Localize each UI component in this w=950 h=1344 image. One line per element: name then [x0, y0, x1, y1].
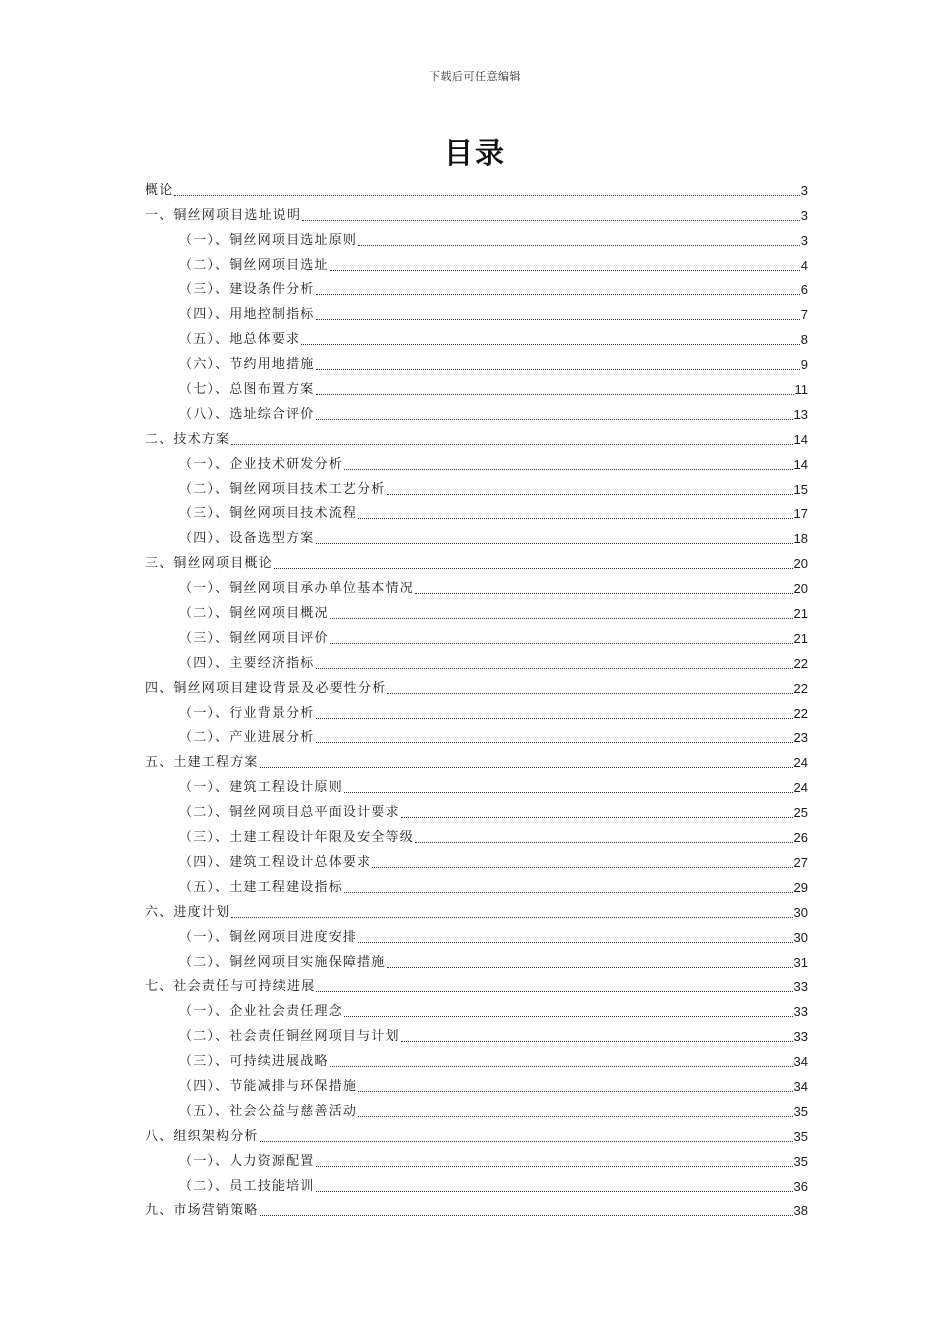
toc-entry[interactable]	[145, 698, 808, 723]
dot-leader	[387, 967, 793, 968]
dot-leader	[401, 817, 793, 818]
toc-entry-page-number: 38	[793, 1203, 808, 1219]
dot-leader	[316, 319, 800, 320]
toc-entry-page-number: 35	[793, 1153, 808, 1169]
toc-entry-page-number: 13	[793, 406, 808, 422]
dot-leader	[330, 1066, 793, 1067]
toc-entry-page-number: 14	[793, 431, 808, 447]
toc-entry-page-number: 30	[793, 929, 808, 945]
toc-entry[interactable]	[145, 1196, 808, 1221]
dot-leader	[415, 842, 793, 843]
toc-entry[interactable]	[145, 399, 808, 424]
dot-leader	[330, 643, 793, 644]
toc-entry-page-number: 6	[800, 282, 808, 298]
toc-entry-label: （三）、建设条件分析	[179, 282, 315, 298]
toc-entry-page-number: 25	[793, 805, 808, 821]
toc-entry-label: （五）、土建工程建设指标	[179, 879, 343, 895]
toc-entry-page-number: 30	[793, 904, 808, 920]
toc-entry-label: （五）、社会公益与慈善活动	[179, 1103, 358, 1119]
toc-entry-label: 二、技术方案	[145, 431, 231, 447]
toc-entry-label: （三）、铜丝网项目评价	[179, 630, 329, 646]
toc-entry-page-number: 21	[793, 606, 808, 622]
toc-entry-label: 八、组织架构分析	[145, 1128, 259, 1144]
toc-entry-label: （二）、铜丝网项目概况	[179, 606, 329, 622]
toc-entry-page-number: 31	[793, 954, 808, 970]
toc-entry-label: （四）、主要经济指标	[179, 655, 315, 671]
toc-entry-label: （四）、节能减排与环保措施	[179, 1078, 358, 1094]
dot-leader	[260, 1215, 793, 1216]
dot-leader	[301, 344, 799, 345]
toc-entry[interactable]	[145, 648, 808, 673]
toc-entry-page-number: 20	[793, 556, 808, 572]
toc-entry-label: 七、社会责任与可持续进展	[145, 979, 316, 995]
dot-leader	[302, 220, 800, 221]
toc-entry[interactable]	[145, 922, 808, 947]
header-note: 下载后可任意编辑	[429, 70, 521, 83]
toc-entry-label: （二）、员工技能培训	[179, 1178, 315, 1194]
toc-entry-label: （二）、铜丝网项目技术工艺分析	[179, 481, 386, 497]
toc-entry-label: （三）、可持续进展战略	[179, 1054, 329, 1070]
table-of-contents	[145, 175, 808, 1220]
toc-entry[interactable]	[145, 275, 808, 300]
toc-entry-page-number: 23	[793, 730, 808, 746]
toc-entry-page-number: 4	[800, 257, 808, 273]
toc-entry-page-number: 36	[793, 1178, 808, 1194]
toc-entry-label: （三）、土建工程设计年限及安全等级	[179, 830, 414, 846]
toc-entry-page-number: 22	[793, 655, 808, 671]
toc-entry-page-number: 34	[793, 1078, 808, 1094]
toc-entry-label: （四）、设备选型方案	[179, 531, 315, 547]
toc-entry-label: （四）、用地控制指标	[179, 307, 315, 323]
toc-entry-page-number: 8	[800, 332, 808, 348]
toc-entry[interactable]	[145, 523, 808, 548]
toc-entry[interactable]	[145, 797, 808, 822]
toc-entry-page-number: 14	[793, 456, 808, 472]
toc-entry[interactable]	[145, 947, 808, 972]
toc-entry-page-number: 22	[793, 680, 808, 696]
toc-entry-label: （六）、节约用地措施	[179, 357, 315, 373]
toc-entry[interactable]	[145, 499, 808, 524]
toc-entry[interactable]	[145, 872, 808, 897]
toc-entry[interactable]	[145, 424, 808, 449]
dot-leader	[316, 394, 794, 395]
dot-leader	[387, 693, 792, 694]
toc-entry[interactable]	[145, 548, 808, 573]
toc-entry-label: （一）、企业社会责任理念	[179, 1004, 343, 1020]
toc-entry-label: （一）、铜丝网项目承办单位基本情况	[179, 581, 414, 597]
toc-entry-label: 概论	[145, 182, 174, 198]
toc-entry[interactable]	[145, 1121, 808, 1146]
dot-leader	[372, 867, 792, 868]
toc-entry[interactable]	[145, 723, 808, 748]
toc-entry-label: （一）、人力资源配置	[179, 1153, 315, 1169]
toc-entry[interactable]	[145, 324, 808, 349]
toc-entry-page-number: 24	[793, 780, 808, 796]
dot-leader	[260, 767, 793, 768]
dot-leader	[344, 469, 793, 470]
toc-entry-label: （四）、建筑工程设计总体要求	[179, 854, 372, 870]
toc-entry-page-number: 3	[800, 207, 808, 223]
dot-leader	[316, 742, 793, 743]
toc-entry-page-number: 24	[793, 755, 808, 771]
toc-entry[interactable]	[145, 1021, 808, 1046]
dot-leader	[316, 718, 793, 719]
dot-leader	[316, 991, 792, 992]
toc-entry-label: （五）、地总体要求	[179, 332, 301, 348]
toc-entry-page-number: 33	[793, 1004, 808, 1020]
dot-leader	[316, 294, 800, 295]
toc-entry-label: 六、进度计划	[145, 904, 231, 920]
toc-entry-page-number: 21	[793, 630, 808, 646]
toc-entry-page-number: 29	[793, 879, 808, 895]
toc-entry-label: （一）、行业背景分析	[179, 705, 315, 721]
toc-entry-page-number: 27	[793, 854, 808, 870]
toc-entry[interactable]	[145, 822, 808, 847]
toc-entry-page-number: 18	[793, 531, 808, 547]
toc-entry[interactable]	[145, 200, 808, 225]
toc-entry-label: 一、铜丝网项目选址说明	[145, 207, 302, 223]
dot-leader	[316, 1191, 793, 1192]
toc-entry-page-number: 3	[800, 232, 808, 248]
toc-entry[interactable]	[145, 972, 808, 997]
toc-entry-label: 九、市场营销策略	[145, 1203, 259, 1219]
toc-entry-page-number: 3	[800, 182, 808, 198]
dot-leader	[330, 618, 793, 619]
toc-entry-label: 五、土建工程方案	[145, 755, 259, 771]
toc-entry[interactable]	[145, 847, 808, 872]
dot-leader	[344, 892, 793, 893]
toc-entry[interactable]	[145, 250, 808, 275]
toc-entry[interactable]	[145, 897, 808, 922]
toc-entry-label: （二）、社会责任铜丝网项目与计划	[179, 1029, 400, 1045]
toc-entry[interactable]	[145, 349, 808, 374]
dot-leader	[358, 942, 792, 943]
dot-leader	[358, 1116, 792, 1117]
toc-entry[interactable]	[145, 1071, 808, 1096]
toc-entry-label: （二）、铜丝网项目选址	[179, 257, 329, 273]
toc-entry[interactable]	[145, 598, 808, 623]
toc-entry-label: （三）、铜丝网项目技术流程	[179, 506, 358, 522]
dot-leader	[316, 668, 793, 669]
toc-entry-page-number: 34	[793, 1054, 808, 1070]
toc-entry-label: （一）、铜丝网项目进度安排	[179, 929, 358, 945]
toc-entry[interactable]	[145, 449, 808, 474]
dot-leader	[231, 917, 792, 918]
toc-entry-page-number: 9	[800, 357, 808, 373]
toc-entry-page-number: 11	[794, 382, 808, 398]
toc-entry-page-number: 22	[793, 705, 808, 721]
page-title: 目录	[443, 136, 506, 170]
toc-entry-page-number: 15	[793, 481, 808, 497]
toc-entry-label: （一）、铜丝网项目选址原则	[179, 232, 358, 248]
dot-leader	[387, 494, 793, 495]
toc-entry[interactable]	[145, 299, 808, 324]
dot-leader	[401, 1041, 793, 1042]
toc-entry-label: （七）、总图布置方案	[179, 382, 315, 398]
dot-leader	[316, 419, 793, 420]
dot-leader	[330, 270, 800, 271]
toc-entry-label: （一）、企业技术研发分析	[179, 456, 343, 472]
toc-entry-page-number: 26	[793, 830, 808, 846]
toc-entry-label: 三、铜丝网项目概论	[145, 556, 273, 572]
toc-entry-page-number: 17	[793, 506, 808, 522]
dot-leader	[358, 1091, 792, 1092]
toc-entry[interactable]	[145, 225, 808, 250]
dot-leader	[231, 444, 792, 445]
toc-entry-page-number: 20	[793, 581, 808, 597]
toc-entry[interactable]	[145, 1096, 808, 1121]
toc-entry[interactable]	[145, 1171, 808, 1196]
toc-entry[interactable]	[145, 1046, 808, 1071]
toc-entry[interactable]	[145, 1146, 808, 1171]
toc-entry-label: （一）、建筑工程设计原则	[179, 780, 343, 796]
toc-entry[interactable]	[145, 772, 808, 797]
toc-entry-label: （二）、产业进展分析	[179, 730, 315, 746]
toc-entry-page-number: 35	[793, 1128, 808, 1144]
dot-leader	[358, 245, 800, 246]
toc-entry[interactable]	[145, 573, 808, 598]
dot-leader	[344, 792, 793, 793]
dot-leader	[174, 195, 799, 196]
dot-leader	[260, 1141, 793, 1142]
toc-entry[interactable]	[145, 673, 808, 698]
toc-entry-label: （二）、铜丝网项目实施保障措施	[179, 954, 386, 970]
toc-entry-page-number: 33	[793, 979, 808, 995]
toc-entry[interactable]	[145, 996, 808, 1021]
dot-leader	[316, 1166, 793, 1167]
toc-entry-page-number: 33	[793, 1029, 808, 1045]
dot-leader	[316, 543, 793, 544]
toc-entry-label: （二）、铜丝网项目总平面设计要求	[179, 805, 400, 821]
dot-leader	[358, 518, 792, 519]
toc-entry[interactable]	[145, 474, 808, 499]
toc-entry-page-number: 7	[800, 307, 808, 323]
toc-entry-label: 四、铜丝网项目建设背景及必要性分析	[145, 680, 387, 696]
toc-entry[interactable]	[145, 374, 808, 399]
dot-leader	[274, 568, 793, 569]
toc-entry-label: （八）、选址综合评价	[179, 406, 315, 422]
dot-leader	[316, 369, 800, 370]
toc-entry[interactable]	[145, 623, 808, 648]
toc-entry[interactable]	[145, 175, 808, 200]
dot-leader	[415, 593, 793, 594]
dot-leader	[344, 1016, 793, 1017]
toc-entry[interactable]	[145, 747, 808, 772]
toc-entry-page-number: 35	[793, 1103, 808, 1119]
